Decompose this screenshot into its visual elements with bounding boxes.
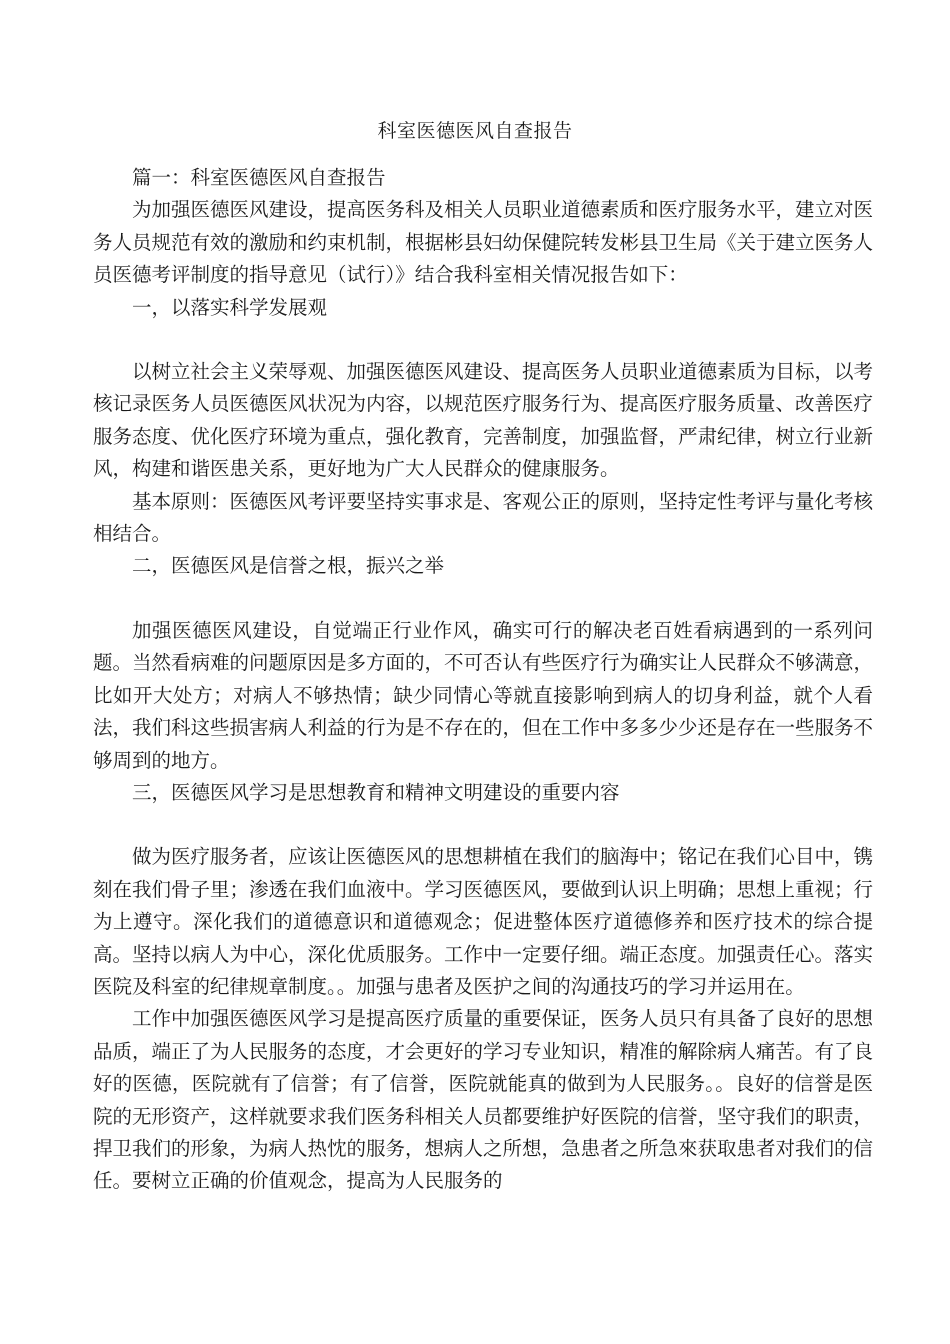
document-body [93, 162, 873, 1198]
section-heading-1: 一，以落实科学发展观 [132, 295, 328, 319]
section-heading-3: 三，医德医风学习是思想教育和精神文明建设的重要内容 [132, 780, 620, 804]
paragraph-study: 做为医疗服务者，应该让医德医风的思想耕植在我们的脑海中；铭记在我们心目中，镌刻在我们骨子里；渗透在我们血液中。学习医德医风，要做到认识上明确；思想上重视；行为上遵守。深化我们的道德意识和道德观念；促进整体医疗道德修养和医疗技术的综合提高。坚持以病人为中心，深化优质服务。工作中一定要仔细。端正态度。加强责任心。落实医院及科室的纪律规章制度。。加强与患者及医护之间的沟通技巧的学习并运用在。 [93, 845, 874, 998]
paragraph-reputation: 加强医德医风建设，自觉端正行业作风，确实可行的解决老百姓看病遇到的一系列问题。当然看病难的问题原因是多方面的，不可否认有些医疗行为确实让人民群众不够满意，比如开大处方；对病人不够热情；缺少同情心等就直接影响到病人的切身利益，就个人看法，我们科这些损害病人利益的行为是不存在的，但在工作中多多少少还是存在一些服务不够周到的地方。 [93, 618, 874, 772]
paragraph-spacer [93, 324, 873, 356]
paragraph-spacer [93, 583, 873, 615]
intro-paragraph: 为加强医德医风建设，提高医务科及相关人员职业道德素质和医疗服务水平，建立对医务人员规范有效的激励和约束机制，根据彬县妇幼保健院转发彬县卫生局《关于建立医务人员医德考评制度的指导意见（试行）》结合我科室相关情况报告如下： [93, 198, 874, 287]
paragraph-spacer [93, 809, 873, 841]
paragraph-quality: 工作中加强医德医风学习是提高医疗质量的重要保证，医务人员只有具备了良好的思想品质，端正了为人民服务的态度，才会更好的学习专业知识，精准的解除病人痛苦。有了良好的医德，医院就有了信誉；有了信誉，医院就能真的做到为人民服务。。良好的信誉是医院的无形资产，这样就要求我们医务科相关人员都要维护好医院的信誉，坚守我们的职责，捍卫我们的形象，为病人热忱的服务，想病人之所想，急患者之所急來获取患者对我们的信任。要树立正确的价值观念，提高为人民服务的 [93, 1007, 874, 1193]
section-label: 篇一：科室医德医风自查报告 [132, 166, 386, 189]
section-heading-2: 二，医德医风是信誉之根，振兴之举 [132, 554, 445, 578]
document-title: 科室医德医风自查报告 [377, 120, 573, 142]
paragraph-goals: 以树立社会主义荣辱观、加强医德医风建设、提高医务人员职业道德素质为目标，以考核记录医务人员医德医风状况为内容，以规范医疗服务行为、提高医疗服务质量、改善医疗服务态度、优化医疗环境为重点，强化教育，完善制度，加强监督，严肃纪律，树立行业新风，构建和谐医患关系，更好地为广大人民群众的健康服务。 [93, 360, 874, 481]
paragraph-principles: 基本原则：医德医风考评要坚持实事求是、客观公正的原则，坚持定性考评与量化考核相结合。 [93, 489, 874, 546]
